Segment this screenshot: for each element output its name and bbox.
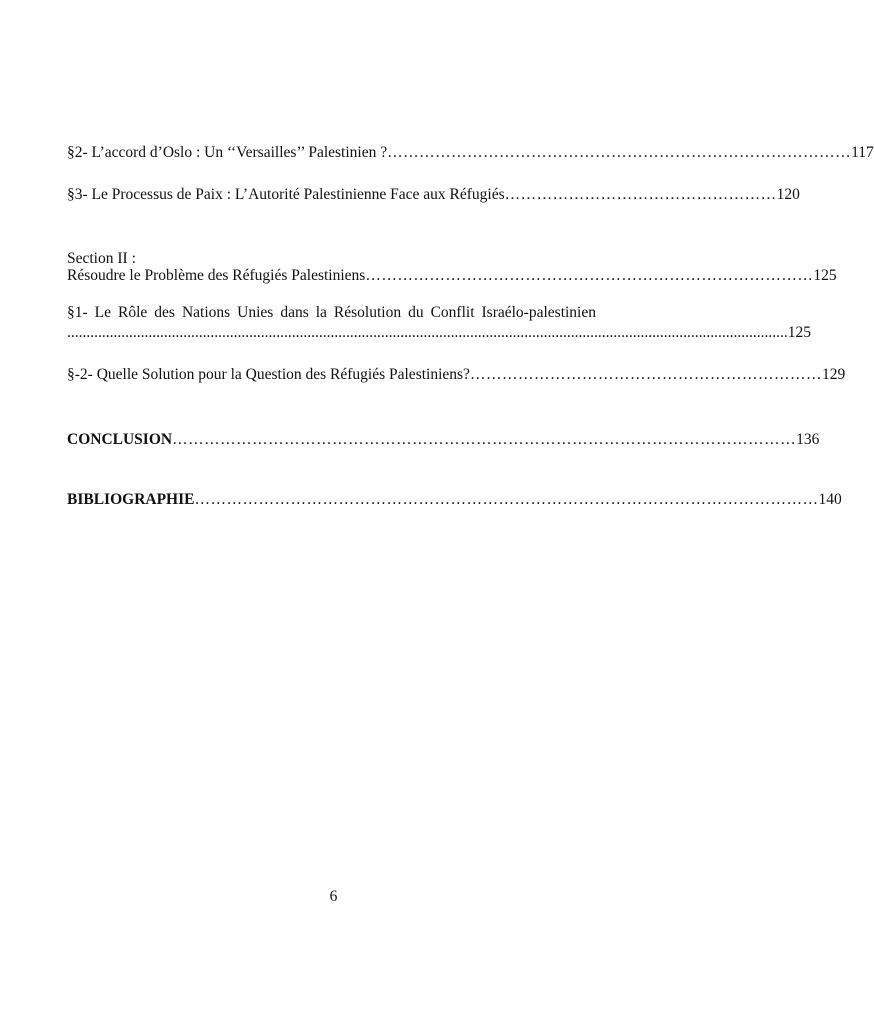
toc-entry-oslo[interactable] [67, 143, 874, 163]
dot-leader: .......................................................................................................................................................................................... [67, 324, 788, 341]
toc-page-number: 125 [787, 324, 811, 341]
toc-entry-title: CONCLUSION [67, 431, 173, 448]
page-number: 6 [329, 888, 338, 905]
dot-leader: …………………………………………………………………………… [387, 144, 852, 161]
section-label: Section II : [67, 250, 136, 267]
dot-leader: ………………………………………………………… [469, 366, 822, 383]
dot-leader: …………………………………………… [504, 186, 777, 203]
dot-leader: ……………………………………………………………………………………………………… [194, 491, 819, 508]
toc-entry-title: Résoudre le Problème des Réfugiés Palestiniens [67, 267, 366, 284]
toc-page-number: 129 [821, 366, 846, 383]
toc-page-number: 125 [813, 267, 837, 284]
toc-page-number: 117 [851, 144, 874, 161]
toc-entry-nations-unies[interactable] [67, 303, 811, 343]
toc-page-number: 120 [776, 186, 800, 203]
dot-leader: ………………………………………………………………………… [365, 267, 814, 284]
toc-entry-quelle-solution[interactable] [67, 365, 846, 385]
toc-entry-title: §2- L’accord d’Oslo : Un ‘‘Versailles’’ Palestinien ? [67, 144, 388, 161]
toc-entry-processus-de-paix[interactable] [67, 185, 800, 205]
toc-entry-title: BIBLIOGRAPHIE [67, 491, 195, 508]
toc-entry-section-ii[interactable] [67, 266, 837, 286]
toc-entry-title: §3- Le Processus de Paix : L’Autorité Palestinienne Face aux Réfugiés [67, 186, 505, 203]
toc-entry-conclusion[interactable] [67, 430, 820, 450]
dot-leader: ……………………………………………………………………………………………………… [172, 431, 797, 448]
toc-page-number: 136 [796, 431, 820, 448]
toc-entry-title: §1- Le Rôle des Nations Unies dans la Résolution du Conflit Israélo-palestinien [67, 304, 596, 321]
toc-page-number: 140 [818, 491, 842, 508]
toc-entry-title: §-2- Quelle Solution pour la Question des Réfugiés Palestiniens? [67, 366, 470, 383]
toc-entry-bibliographie[interactable] [67, 490, 842, 510]
